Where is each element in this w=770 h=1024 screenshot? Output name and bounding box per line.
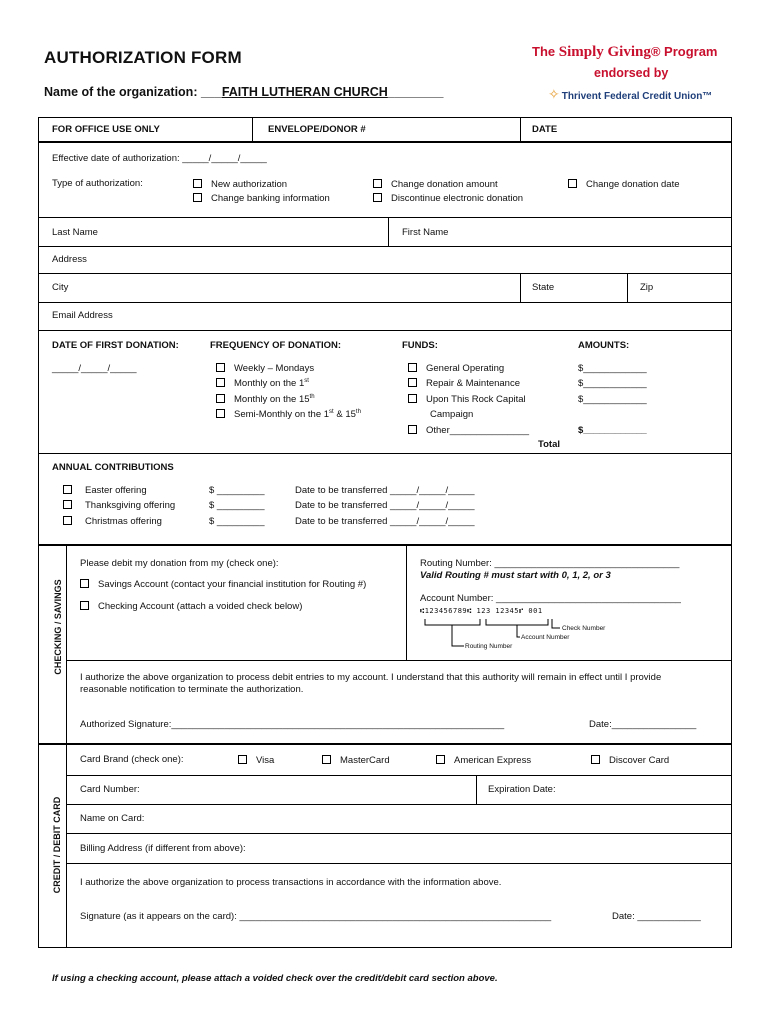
option-new-authorization[interactable] [193, 179, 287, 190]
freq-label: Weekly – Mondays [234, 363, 315, 374]
program-logo-line2: endorsed by [594, 66, 669, 80]
brand-label: Discover Card [609, 755, 670, 766]
address-field[interactable]: Address [52, 254, 87, 265]
brand-visa[interactable] [238, 755, 274, 766]
annual-thanksgiving-date[interactable]: Date to be transferred _____/_____/_____ [295, 500, 475, 511]
zip-field[interactable]: Zip [640, 282, 654, 293]
checkbox-icon[interactable] [436, 755, 445, 764]
checkbox-icon[interactable] [216, 363, 225, 372]
fund-campaign-continuation: Campaign [430, 409, 474, 420]
organization-value: FAITH LUTHERAN CHURCH [221, 85, 388, 99]
account-number-label: Account Number [521, 634, 570, 641]
ordinal-suffix: st [304, 378, 309, 384]
fund-upon-this-rock[interactable] [408, 394, 526, 405]
thrivent-mark-icon: ✧ [548, 86, 560, 102]
logo-program: ® Program [650, 44, 718, 59]
checkbox-icon[interactable] [80, 579, 89, 588]
annual-easter-date[interactable]: Date to be transferred _____/_____/_____ [295, 485, 475, 496]
fund-repair-maintenance[interactable] [408, 378, 520, 389]
first-name-field[interactable]: First Name [402, 227, 449, 238]
brand-discover[interactable] [591, 755, 669, 766]
card-date-field[interactable]: Date: ____________ [612, 911, 701, 922]
fund-label: General Operating [426, 363, 505, 374]
total-label: Total [538, 439, 560, 450]
checkbox-icon[interactable] [216, 409, 225, 418]
freq-monthly-1st[interactable] [216, 378, 309, 389]
brand-american-express[interactable] [436, 755, 531, 766]
freq-label: Semi-Monthly on the 1 [234, 409, 330, 421]
frequency-header: FREQUENCY OF DONATION: [210, 340, 342, 351]
checkbox-icon[interactable] [408, 425, 417, 434]
authorization-type-label: Type of authorization: [52, 178, 143, 189]
checkbox-icon[interactable] [373, 193, 382, 202]
footer-note: If using a checking account, please attach a voided check over the credit/debit card section above. [52, 973, 498, 984]
routing-note: Valid Routing # must start with 0, 1, 2, or 3 [420, 570, 611, 581]
expiration-date-field[interactable]: Expiration Date: [488, 784, 556, 795]
option-change-banking[interactable] [193, 193, 330, 204]
billing-address-field[interactable]: Billing Address (if different from above): [80, 843, 246, 854]
checkbox-icon[interactable] [373, 179, 382, 188]
brand-label: MasterCard [340, 755, 390, 766]
first-donation-date-field[interactable]: _____/_____/_____ [52, 363, 137, 374]
option-label: Change banking information [211, 193, 330, 204]
brand-label: Visa [256, 755, 275, 766]
account-number-field[interactable]: Account Number: ___________________________________ [420, 593, 681, 604]
annual-label: Christmas offering [85, 516, 162, 527]
program-logo-line1 [532, 44, 718, 61]
fund-label: Other_______________ [426, 425, 530, 436]
checking-label: Checking Account (attach a voided check below) [98, 601, 303, 612]
freq-monthly-15th[interactable] [216, 394, 315, 405]
annual-label: Easter offering [85, 485, 147, 496]
fund-label: Upon This Rock Capital [426, 394, 526, 405]
routing-number-label: Routing Number [465, 643, 513, 650]
annual-easter[interactable] [63, 485, 147, 496]
option-label: Change donation amount [391, 179, 498, 190]
routing-number-field[interactable]: Routing Number: ___________________________________ [420, 558, 680, 569]
checkbox-icon[interactable] [408, 363, 417, 372]
checkbox-icon[interactable] [193, 179, 202, 188]
card-number-field[interactable]: Card Number: [80, 784, 140, 795]
fund-general-operating[interactable] [408, 363, 504, 374]
annual-thanksgiving[interactable] [63, 500, 175, 511]
annual-christmas-amount[interactable]: $ _________ [209, 516, 265, 527]
checkbox-icon[interactable] [63, 485, 72, 494]
annual-easter-amount[interactable]: $ _________ [209, 485, 265, 496]
checkbox-icon[interactable] [193, 193, 202, 202]
ordinal-suffix: th [355, 409, 361, 415]
email-field[interactable]: Email Address [52, 310, 113, 321]
amount-total-field[interactable]: $____________ [578, 425, 647, 436]
savings-account-option[interactable] [80, 579, 366, 590]
card-brand-label: Card Brand (check one): [80, 754, 184, 765]
ordinal-suffix: th [309, 394, 315, 400]
checkbox-icon[interactable] [568, 179, 577, 188]
credit-debit-side-label: CREDIT / DEBIT CARD [52, 796, 62, 894]
check-number-label: Check Number [562, 625, 606, 632]
annual-thanksgiving-amount[interactable]: $ _________ [209, 500, 265, 511]
checkbox-icon[interactable] [63, 500, 72, 509]
checkbox-icon[interactable] [63, 516, 72, 525]
effective-date-field[interactable]: Effective date of authorization: _____/_____/_____ [52, 153, 267, 164]
form-title: AUTHORIZATION FORM [44, 48, 242, 67]
logo-the: The [532, 44, 559, 59]
debit-auth-text-1: I authorize the above organization to process debit entries to my account. I understand that this authority will remain in effect until I provide [80, 672, 662, 683]
amount-repair-field[interactable]: $____________ [578, 378, 647, 389]
amounts-header: AMOUNTS: [578, 340, 630, 351]
ordinal-suffix: st [329, 409, 334, 415]
option-label: Change donation date [586, 179, 680, 190]
checking-savings-side-label: CHECKING / SAVINGS [53, 579, 63, 675]
annual-christmas-date[interactable]: Date to be transferred _____/_____/_____ [295, 516, 475, 527]
freq-semi-monthly[interactable] [216, 409, 361, 420]
debit-auth-text-2: reasonable notification to terminate the authorization. [80, 684, 304, 695]
logo-simply-giving: Simply Giving [558, 44, 651, 60]
option-label: Discontinue electronic donation [391, 193, 524, 204]
brand-mastercard[interactable] [322, 755, 390, 766]
fund-other[interactable] [408, 425, 529, 436]
office-date-label: DATE [532, 124, 558, 135]
organization-tail: ________ [387, 85, 444, 99]
checkbox-icon[interactable] [216, 394, 225, 403]
state-field[interactable]: State [532, 282, 555, 293]
envelope-donor-label: ENVELOPE/DONOR # [268, 124, 366, 135]
micr-line: ⑆123456789⑆ 123 12345⑈ 001 [420, 607, 543, 615]
brand-label: American Express [454, 755, 532, 766]
date-first-donation-header: DATE OF FIRST DONATION: [52, 340, 179, 351]
checkbox-icon[interactable] [238, 755, 247, 764]
thrivent-logo [548, 86, 712, 103]
last-name-field[interactable]: Last Name [52, 227, 98, 238]
freq-weekly[interactable] [216, 363, 314, 374]
checkbox-icon[interactable] [408, 378, 417, 387]
freq-label: Monthly on the 15 [234, 394, 310, 406]
freq-label: Monthly on the 1 [234, 378, 305, 390]
amount-rock-field[interactable]: $____________ [578, 394, 647, 405]
checkbox-icon[interactable] [591, 755, 600, 764]
option-discontinue[interactable] [373, 193, 523, 204]
name-on-card-field[interactable]: Name on Card: [80, 813, 145, 824]
office-use-label: FOR OFFICE USE ONLY [52, 124, 160, 135]
freq-label: & 15 [333, 409, 356, 421]
thrivent-logo-text: Thrivent Federal Credit Union™ [561, 91, 713, 102]
card-signature-field[interactable]: Signature (as it appears on the card): ___________________________________________________________ [80, 911, 552, 922]
option-change-date[interactable] [568, 179, 680, 190]
option-change-amount[interactable] [373, 179, 498, 190]
debit-prompt: Please debit my donation from my (check one): [80, 558, 279, 569]
organization-name-line [44, 85, 443, 99]
annual-label: Thanksgiving offering [85, 500, 176, 511]
card-auth-text: I authorize the above organization to process transactions in accordance with the information above. [80, 877, 502, 888]
checkbox-icon[interactable] [216, 378, 225, 387]
amount-general-field[interactable]: $____________ [578, 363, 647, 374]
annual-christmas[interactable] [63, 516, 162, 527]
checkbox-icon[interactable] [322, 755, 331, 764]
funds-header: FUNDS: [402, 340, 438, 351]
savings-label: Savings Account (contact your financial institution for Routing #) [98, 579, 367, 590]
checkbox-icon[interactable] [408, 394, 417, 403]
organization-label: Name of the organization: ___ [44, 85, 222, 99]
checkbox-icon[interactable] [80, 601, 89, 610]
authorized-signature-field[interactable]: Authorized Signature:_______________________________________________________________ [80, 719, 505, 730]
annual-contributions-header: ANNUAL CONTRIBUTIONS [52, 462, 174, 473]
option-label: New authorization [211, 179, 288, 190]
checking-account-option[interactable] [80, 601, 302, 612]
debit-date-field[interactable]: Date:________________ [589, 719, 697, 730]
fund-label: Repair & Maintenance [426, 378, 520, 389]
city-field[interactable]: City [52, 282, 69, 293]
